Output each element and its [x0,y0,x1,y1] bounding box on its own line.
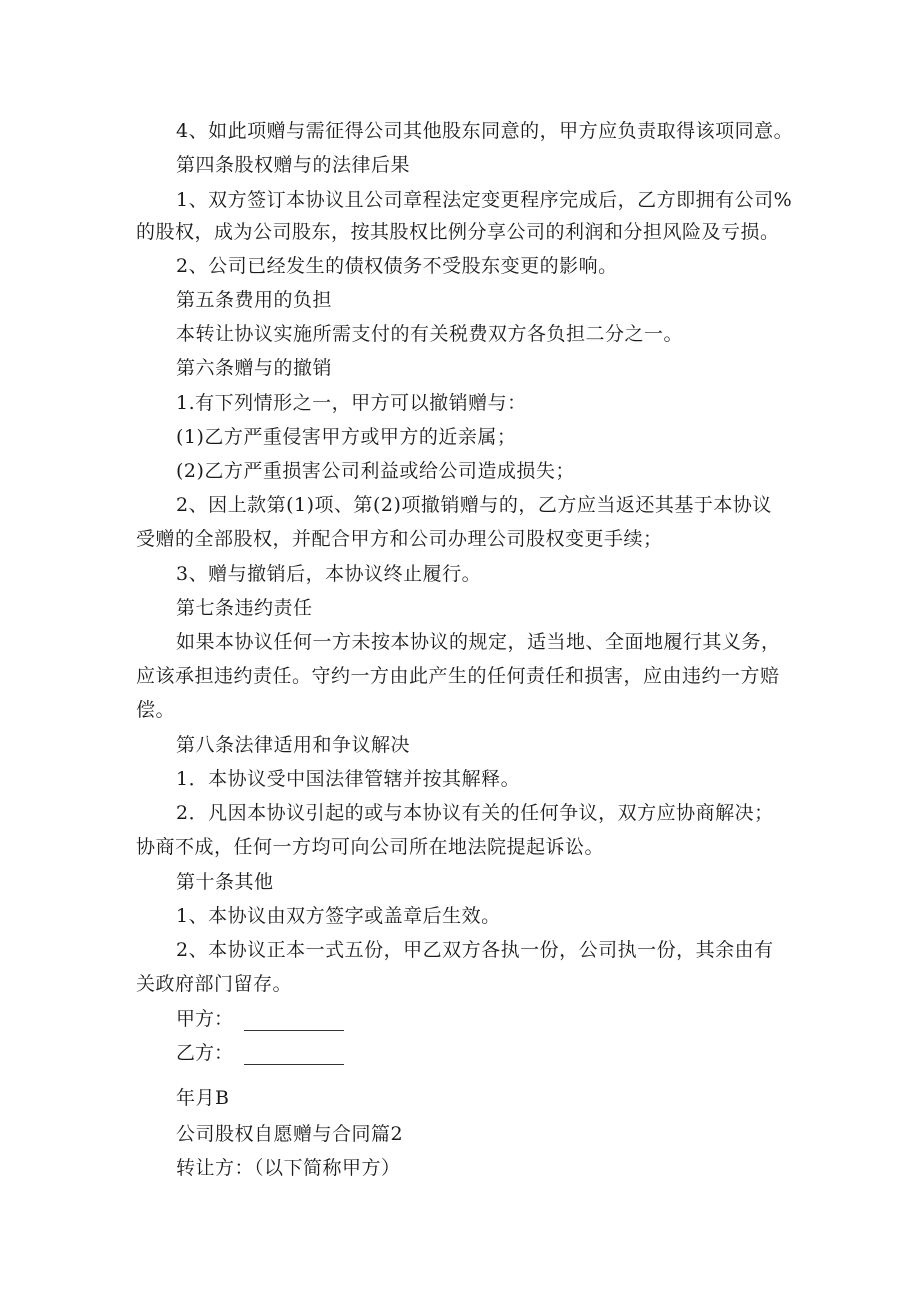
article-4-heading: 第四条股权赠与的法律后果 [176,154,411,176]
article-4-item-1: 1、双方签订本协议且公司章程法定变更程序完成后，乙方即拥有公司% [176,189,793,211]
article-6-item-1: 1.有下列情形之一，甲方可以撤销赠与： [176,392,527,414]
article-5-heading: 第五条费用的负担 [176,289,333,311]
article-6-item-3: 3、赠与撤销后，本协议终止履行。 [176,563,482,585]
article-5-body: 本转让协议实施所需支付的有关税费双方各负担二分之一。 [176,323,684,345]
clause-4-consent: 4、如此项赠与需征得公司其他股东同意的，甲方应负责取得该项同意。 [176,120,794,142]
article-4-item-2: 2、公司已经发生的债权债务不受股东变更的影响。 [176,255,618,277]
article-8-item-2-continued: 协商不成，任何一方均可向公司所在地法院提起诉讼。 [136,836,605,858]
article-4-item-1-continued: 的股权，成为公司股东，按其股权比例分享公司的利润和分担风险及亏损。 [136,221,780,243]
article-6-item-2-continued: 受赠的全部股权，并配合甲方和公司办理公司股权变更手续； [136,528,663,550]
party-a-signature-line[interactable] [244,1030,344,1031]
transferor-line: 转让方：（以下简称甲方） [176,1157,401,1179]
party-a-label: 甲方： [176,1008,234,1030]
article-7-body: 如果本协议任何一方未按本协议的规定，适当地、全面地履行其义务， [176,631,781,653]
next-contract-title: 公司股权自愿赠与合同篇2 [176,1123,404,1145]
article-10-item-2: 2、本协议正本一式五份，甲乙双方各执一份，公司执一份，其余由有 [176,939,774,961]
article-8-heading: 第八条法律适用和争议解决 [176,734,411,756]
article-6-subitem-1: (1)乙方严重侵害甲方或甲方的近亲属； [176,426,517,448]
article-7-heading: 第七条违约责任 [176,597,313,619]
article-10-item-2-continued: 关政府部门留存。 [136,973,293,995]
party-b-signature-line[interactable] [244,1064,344,1065]
date-line: 年月B [176,1087,230,1109]
article-6-heading: 第六条赠与的撤销 [176,357,333,379]
article-7-body-continued: 应该承担违约责任。守约一方由此产生的任何责任和损害，应由违约一方赔 [136,665,780,687]
party-b-label: 乙方： [176,1042,234,1064]
article-8-item-2: 2．凡因本协议引起的或与本协议有关的任何争议，双方应协商解决； [176,802,774,824]
article-7-body-end: 偿。 [136,699,176,721]
article-8-item-1: 1．本协议受中国法律管辖并按其解释。 [176,768,521,790]
article-10-heading: 第十条其他 [176,871,274,893]
article-6-subitem-2: (2)乙方严重损害公司利益或给公司造成损失； [176,460,575,482]
article-6-item-2: 2、因上款第(1)项、第(2)项撤销赠与的，乙方应当返还其基于本协议 [176,494,772,516]
article-10-item-1: 1、本协议由双方签字或盖章后生效。 [176,905,501,927]
